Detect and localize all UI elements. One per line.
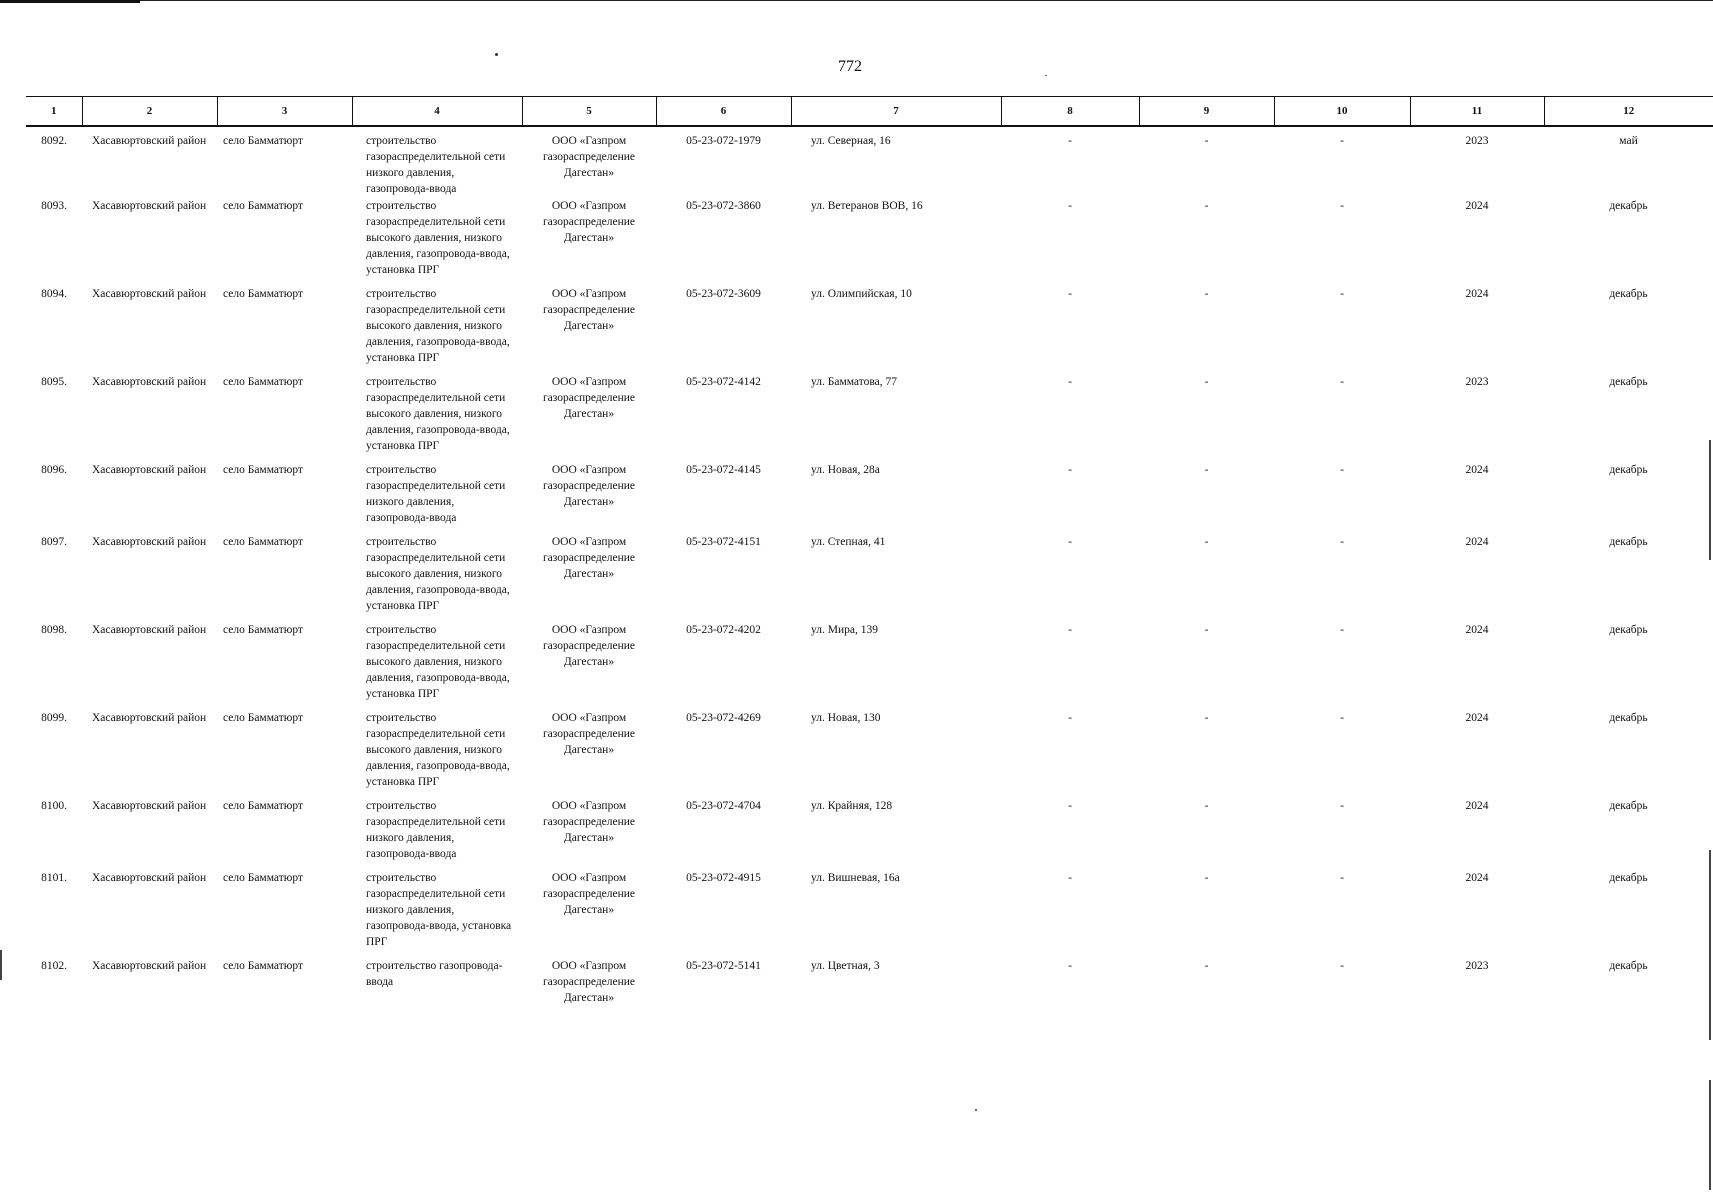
scan-speck bbox=[495, 53, 498, 56]
column-10-cell: - bbox=[1340, 536, 1344, 548]
address-cell: ул. Новая, 28а bbox=[811, 464, 880, 476]
object-code-cell: 05-23-072-1979 bbox=[686, 135, 761, 147]
column-header-4: 4 bbox=[352, 97, 522, 127]
district-cell: Хасавюртовский район bbox=[92, 712, 207, 724]
column-8-cell: - bbox=[1068, 464, 1072, 476]
column-10-cell: - bbox=[1340, 800, 1344, 812]
scan-edge-mark bbox=[0, 950, 2, 980]
column-9-cell: - bbox=[1204, 536, 1209, 548]
column-10-cell: - bbox=[1340, 376, 1344, 388]
locality-cell: село Бамматюрт bbox=[223, 135, 303, 147]
month-cell: декабрь bbox=[1609, 288, 1648, 300]
locality-cell: село Бамматюрт bbox=[223, 872, 303, 884]
object-code-cell: 05-23-072-4269 bbox=[686, 712, 761, 724]
locality-cell: село Бамматюрт bbox=[223, 536, 303, 548]
month-cell: декабрь bbox=[1609, 624, 1648, 636]
work-type-cell: строительство газораспределительной сети высокого давления, низкого давления, газопровода-ввода, установка ПРГ bbox=[366, 288, 510, 364]
organization-cell: ООО «Газпром газораспределение Дагестан» bbox=[542, 376, 636, 420]
address-cell: ул. Крайняя, 128 bbox=[811, 800, 893, 812]
locality-cell: село Бамматюрт bbox=[223, 960, 303, 972]
column-9-cell: - bbox=[1204, 464, 1209, 476]
object-code-cell: 05-23-072-4142 bbox=[686, 376, 761, 388]
column-10-cell: - bbox=[1340, 712, 1344, 724]
scan-speck bbox=[975, 1109, 977, 1111]
column-header-5: 5 bbox=[522, 97, 656, 127]
column-8-cell: - bbox=[1068, 712, 1072, 724]
year-cell: 2023 bbox=[1465, 135, 1489, 147]
row-number: 8100. bbox=[41, 800, 67, 812]
table-row bbox=[26, 958, 1713, 1038]
work-type-cell: строительство газораспределительной сети высокого давления, низкого давления, газопровода-ввода, установка ПРГ bbox=[366, 624, 510, 700]
table-row bbox=[26, 374, 1713, 462]
column-8-cell: - bbox=[1068, 536, 1072, 548]
column-header-7: 7 bbox=[791, 97, 1001, 127]
year-cell: 2024 bbox=[1465, 200, 1489, 212]
column-header-3: 3 bbox=[217, 97, 352, 127]
column-8-cell: - bbox=[1068, 200, 1072, 212]
column-header-10: 10 bbox=[1274, 97, 1410, 127]
column-8-cell: - bbox=[1068, 624, 1072, 636]
column-header-8: 8 bbox=[1001, 97, 1139, 127]
month-cell: декабрь bbox=[1609, 872, 1648, 884]
column-10-cell: - bbox=[1340, 464, 1344, 476]
table-row bbox=[26, 126, 1713, 198]
organization-cell: ООО «Газпром газораспределение Дагестан» bbox=[542, 712, 636, 756]
work-type-cell: строительство газораспределительной сети высокого давления, низкого давления, газопровода-ввода, установка ПРГ bbox=[366, 536, 510, 612]
top-rule bbox=[0, 0, 1713, 1]
scan-speck bbox=[1045, 75, 1047, 76]
district-cell: Хасавюртовский район bbox=[92, 800, 207, 812]
district-cell: Хасавюртовский район bbox=[92, 536, 207, 548]
column-8-cell: - bbox=[1068, 872, 1072, 884]
locality-cell: село Бамматюрт bbox=[223, 376, 303, 388]
column-8-cell: - bbox=[1068, 288, 1072, 300]
district-cell: Хасавюртовский район bbox=[92, 135, 207, 147]
column-10-cell: - bbox=[1340, 872, 1344, 884]
year-cell: 2024 bbox=[1465, 712, 1489, 724]
organization-cell: ООО «Газпром газораспределение Дагестан» bbox=[542, 800, 636, 844]
work-type-cell: строительство газопровода-ввода bbox=[366, 960, 503, 988]
column-header-6: 6 bbox=[656, 97, 791, 127]
locality-cell: село Бамматюрт bbox=[223, 200, 303, 212]
column-header-12: 12 bbox=[1544, 97, 1713, 127]
row-number: 8095. bbox=[41, 376, 67, 388]
column-10-cell: - bbox=[1340, 200, 1344, 212]
column-8-cell: - bbox=[1068, 800, 1072, 812]
district-cell: Хасавюртовский район bbox=[92, 960, 207, 972]
object-code-cell: 05-23-072-4145 bbox=[686, 464, 761, 476]
object-code-cell: 05-23-072-4202 bbox=[686, 624, 761, 636]
year-cell: 2024 bbox=[1465, 288, 1489, 300]
column-9-cell: - bbox=[1204, 872, 1209, 884]
address-cell: ул. Мира, 139 bbox=[811, 624, 878, 636]
year-cell: 2024 bbox=[1465, 624, 1489, 636]
row-number: 8101. bbox=[41, 872, 67, 884]
table-row bbox=[26, 622, 1713, 710]
column-9-cell: - bbox=[1204, 624, 1209, 636]
scan-edge-mark bbox=[1709, 1080, 1711, 1190]
column-9-cell: - bbox=[1204, 376, 1209, 388]
column-header-1: 1 bbox=[26, 97, 82, 127]
column-9-cell: - bbox=[1204, 135, 1209, 147]
work-type-cell: строительство газораспределительной сети высокого давления, низкого давления, газопровода-ввода, установка ПРГ bbox=[366, 712, 510, 788]
address-cell: ул. Олимпийская, 10 bbox=[811, 288, 912, 300]
object-code-cell: 05-23-072-4151 bbox=[686, 536, 761, 548]
column-9-cell: - bbox=[1204, 800, 1209, 812]
column-8-cell: - bbox=[1068, 960, 1072, 972]
month-cell: декабрь bbox=[1609, 376, 1648, 388]
locality-cell: село Бамматюрт bbox=[223, 800, 303, 812]
address-cell: ул. Новая, 130 bbox=[811, 712, 881, 724]
row-number: 8093. bbox=[41, 200, 67, 212]
gasification-table-wrapper bbox=[26, 96, 1713, 1038]
table-row bbox=[26, 286, 1713, 374]
column-10-cell: - bbox=[1340, 624, 1344, 636]
organization-cell: ООО «Газпром газораспределение Дагестан» bbox=[542, 624, 636, 668]
row-number: 8097. bbox=[41, 536, 67, 548]
row-number: 8098. bbox=[41, 624, 67, 636]
column-header-2: 2 bbox=[82, 97, 217, 127]
district-cell: Хасавюртовский район bbox=[92, 200, 207, 212]
month-cell: май bbox=[1619, 135, 1638, 147]
column-10-cell: - bbox=[1340, 288, 1344, 300]
month-cell: декабрь bbox=[1609, 536, 1648, 548]
year-cell: 2023 bbox=[1465, 960, 1489, 972]
district-cell: Хасавюртовский район bbox=[92, 376, 207, 388]
row-number: 8092. bbox=[41, 135, 67, 147]
top-rule-accent bbox=[0, 0, 140, 3]
column-header-9: 9 bbox=[1139, 97, 1274, 127]
organization-cell: ООО «Газпром газораспределение Дагестан» bbox=[542, 536, 636, 580]
column-9-cell: - bbox=[1204, 200, 1209, 212]
row-number: 8102. bbox=[41, 960, 67, 972]
object-code-cell: 05-23-072-3609 bbox=[686, 288, 761, 300]
column-header-11: 11 bbox=[1410, 97, 1544, 127]
table-row bbox=[26, 534, 1713, 622]
column-10-cell: - bbox=[1340, 135, 1344, 147]
column-9-cell: - bbox=[1204, 960, 1209, 972]
district-cell: Хасавюртовский район bbox=[92, 464, 207, 476]
organization-cell: ООО «Газпром газораспределение Дагестан» bbox=[542, 960, 636, 1004]
address-cell: ул. Бамматова, 77 bbox=[811, 376, 897, 388]
column-10-cell: - bbox=[1340, 960, 1344, 972]
organization-cell: ООО «Газпром газораспределение Дагестан» bbox=[542, 464, 636, 508]
year-cell: 2024 bbox=[1465, 464, 1489, 476]
month-cell: декабрь bbox=[1609, 200, 1648, 212]
address-cell: ул. Северная, 16 bbox=[811, 135, 891, 147]
row-number: 8099. bbox=[41, 712, 67, 724]
address-cell: ул. Вишневая, 16а bbox=[811, 872, 900, 884]
locality-cell: село Бамматюрт bbox=[223, 712, 303, 724]
column-8-cell: - bbox=[1068, 376, 1072, 388]
district-cell: Хасавюртовский район bbox=[92, 872, 207, 884]
address-cell: ул. Ветеранов ВОВ, 16 bbox=[811, 200, 923, 212]
work-type-cell: строительство газораспределительной сети низкого давления, газопровода-ввода bbox=[366, 135, 506, 195]
year-cell: 2024 bbox=[1465, 800, 1489, 812]
year-cell: 2024 bbox=[1465, 536, 1489, 548]
organization-cell: ООО «Газпром газораспределение Дагестан» bbox=[542, 135, 636, 179]
year-cell: 2023 bbox=[1465, 376, 1489, 388]
address-cell: ул. Цветная, 3 bbox=[811, 960, 880, 972]
month-cell: декабрь bbox=[1609, 800, 1648, 812]
object-code-cell: 05-23-072-4704 bbox=[686, 800, 761, 812]
table-header bbox=[26, 97, 1713, 127]
locality-cell: село Бамматюрт bbox=[223, 464, 303, 476]
address-cell: ул. Степная, 41 bbox=[811, 536, 886, 548]
organization-cell: ООО «Газпром газораспределение Дагестан» bbox=[542, 288, 636, 332]
row-number: 8094. bbox=[41, 288, 67, 300]
work-type-cell: строительство газораспределительной сети низкого давления, газопровода-ввода, установка ПРГ bbox=[366, 872, 512, 948]
column-9-cell: - bbox=[1204, 288, 1209, 300]
object-code-cell: 05-23-072-3860 bbox=[686, 200, 761, 212]
table-body bbox=[26, 126, 1713, 1038]
table-row bbox=[26, 198, 1713, 286]
column-8-cell: - bbox=[1068, 135, 1072, 147]
organization-cell: ООО «Газпром газораспределение Дагестан» bbox=[542, 872, 636, 916]
locality-cell: село Бамматюрт bbox=[223, 288, 303, 300]
page-number: 772 bbox=[838, 58, 862, 75]
table-row bbox=[26, 462, 1713, 534]
gasification-table bbox=[26, 96, 1713, 1038]
month-cell: декабрь bbox=[1609, 464, 1648, 476]
locality-cell: село Бамматюрт bbox=[223, 624, 303, 636]
work-type-cell: строительство газораспределительной сети низкого давления, газопровода-ввода bbox=[366, 800, 506, 860]
district-cell: Хасавюртовский район bbox=[92, 288, 207, 300]
organization-cell: ООО «Газпром газораспределение Дагестан» bbox=[542, 200, 636, 244]
work-type-cell: строительство газораспределительной сети высокого давления, низкого давления, газопровода-ввода, установка ПРГ bbox=[366, 376, 510, 452]
column-9-cell: - bbox=[1204, 712, 1209, 724]
header-row bbox=[26, 97, 1713, 127]
row-number: 8096. bbox=[41, 464, 67, 476]
month-cell: декабрь bbox=[1609, 960, 1648, 972]
district-cell: Хасавюртовский район bbox=[92, 624, 207, 636]
object-code-cell: 05-23-072-5141 bbox=[686, 960, 761, 972]
table-row bbox=[26, 798, 1713, 870]
work-type-cell: строительство газораспределительной сети низкого давления, газопровода-ввода bbox=[366, 464, 506, 524]
table-row bbox=[26, 710, 1713, 798]
month-cell: декабрь bbox=[1609, 712, 1648, 724]
work-type-cell: строительство газораспределительной сети высокого давления, низкого давления, газопровода-ввода, установка ПРГ bbox=[366, 200, 510, 276]
object-code-cell: 05-23-072-4915 bbox=[686, 872, 761, 884]
year-cell: 2024 bbox=[1465, 872, 1489, 884]
table-row bbox=[26, 870, 1713, 958]
